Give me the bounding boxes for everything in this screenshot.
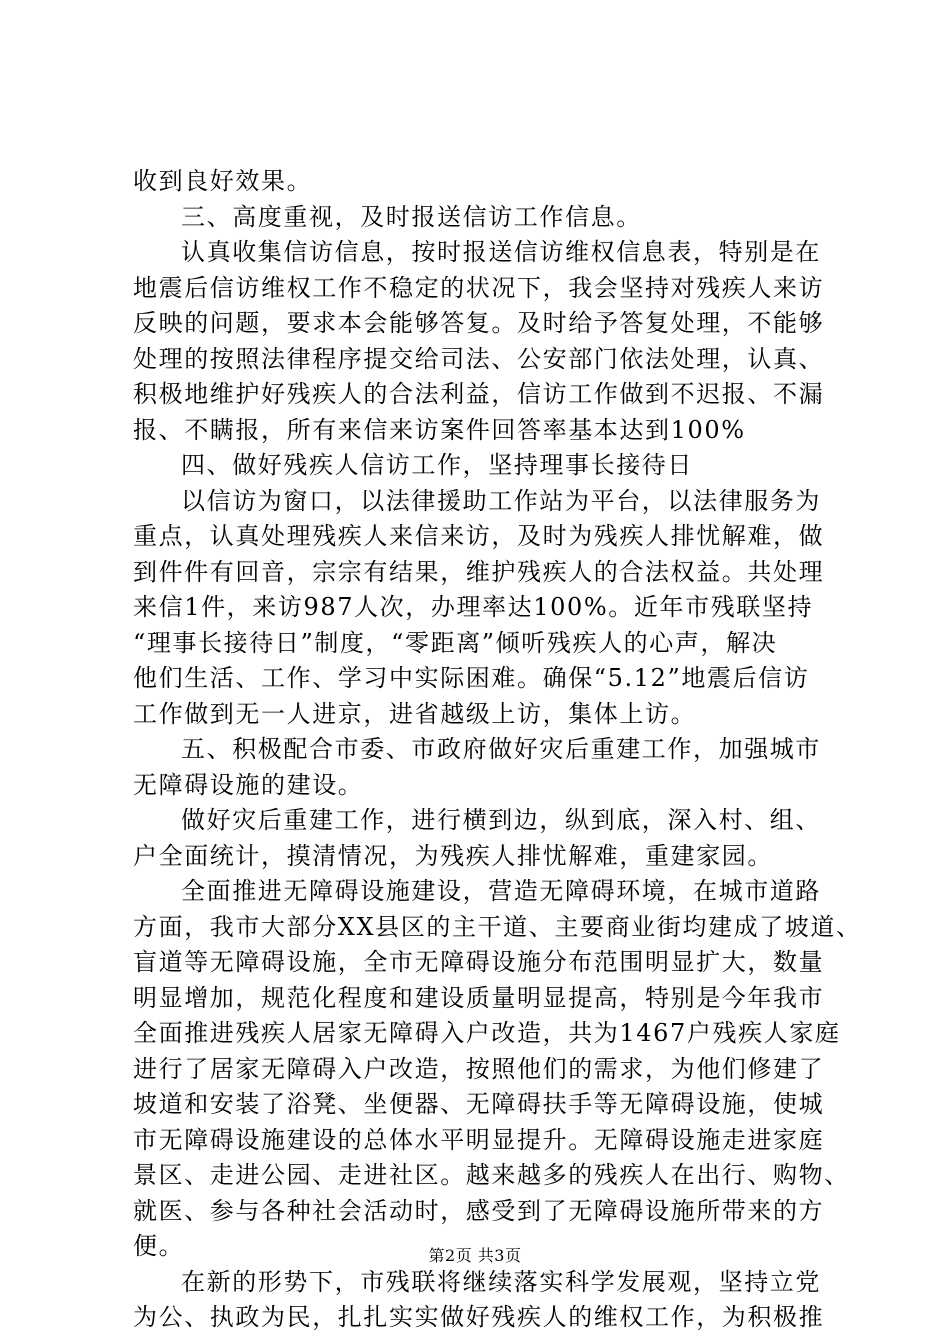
text-line: 他们生活、工作、学习中实际困难。确保“5.12”地震后信访 [133, 664, 810, 692]
text-line: 地震后信访维权工作不稳定的状况下，我会坚持对残疾人来访 [133, 273, 825, 302]
text-line: “理事长接待日”制度，“零距离”倾听残疾人的心声，解决 [133, 628, 778, 657]
page-footer: 第2页 共3页 [428, 1246, 522, 1265]
text-line: 四、做好残疾人信访工作，坚持理事长接待日 [181, 451, 693, 479]
text-line: 进行了居家无障碍入户改造，按照他们的需求，为他们修建了 [133, 1054, 825, 1083]
text-line: 景区、走进公园、走进社区。越来越多的残疾人在出行、购物、 [133, 1161, 850, 1189]
text-line: 无障碍设施的建设。 [133, 770, 364, 799]
text-line: 收到良好效果。 [133, 167, 313, 195]
text-line: 认真收集信访信息，按时报送信访维权信息表，特别是在 [181, 238, 821, 266]
text-line: 便。 [133, 1232, 185, 1260]
text-line: 户全面统计，摸清情况，为残疾人排忧解难，重建家园。 [133, 841, 773, 870]
text-line: 就医、参与各种社会活动时，感受到了无障碍设施所带来的方 [133, 1196, 825, 1225]
text-line: 在新的形势下，市残联将继续落实科学发展观，坚持立党 [181, 1267, 821, 1296]
text-line: 明显增加，规范化程度和建设质量明显提高，特别是今年我市 [133, 983, 825, 1012]
text-line: 报、不瞒报，所有来信来访案件回答率基本达到100% [133, 415, 746, 444]
text-line: 来信1件，来访987人次，办理率达100%。近年市残联坚持 [133, 593, 814, 621]
text-line: 积极地维护好残疾人的合法利益，信访工作做到不迟报、不漏 [133, 380, 825, 408]
text-line: 方面，我市大部分XX县区的主干道、主要商业街均建成了坡道、 [133, 912, 862, 941]
text-line: 全面推进无障碍设施建设，营造无障碍环境，在城市道路 [181, 877, 821, 905]
document-body [133, 164, 862, 1336]
text-line: 反映的问题，要求本会能够答复。及时给予答复处理，不能够 [133, 309, 825, 337]
text-line: 以信访为窗口，以法律援助工作站为平台，以法律服务为 [181, 486, 821, 515]
text-line: 五、积极配合市委、市政府做好灾后重建工作，加强城市 [181, 735, 821, 763]
text-line: 到件件有回音，宗宗有结果，维护残疾人的合法权益。共处理 [133, 557, 825, 586]
text-line: 处理的按照法律程序提交给司法、公安部门依法处理，认真、 [133, 344, 825, 373]
text-line: 盲道等无障碍设施，全市无障碍设施分布范围明显扩大，数量 [133, 948, 825, 976]
text-line: 市无障碍设施建设的总体水平明显提升。无障碍设施走进家庭 [133, 1125, 825, 1154]
text-line: 重点，认真处理残疾人来信来访，及时为残疾人排忧解难，做 [133, 522, 825, 550]
text-line: 为公、执政为民，扎扎实实做好残疾人的维权工作，为积极推 [133, 1303, 825, 1331]
text-line: 工作做到无一人进京，进省越级上访，集体上访。 [133, 699, 697, 728]
text-line: 坡道和安装了浴凳、坐便器、无障碍扶手等无障碍设施，使城 [133, 1090, 825, 1118]
text-line: 全面推进残疾人居家无障碍入户改造，共为1467户残疾人家庭 [133, 1019, 841, 1047]
text-line: 做好灾后重建工作，进行横到边，纵到底，深入村、组、 [181, 806, 821, 834]
text-line: 三、高度重视，及时报送信访工作信息。 [181, 202, 642, 231]
